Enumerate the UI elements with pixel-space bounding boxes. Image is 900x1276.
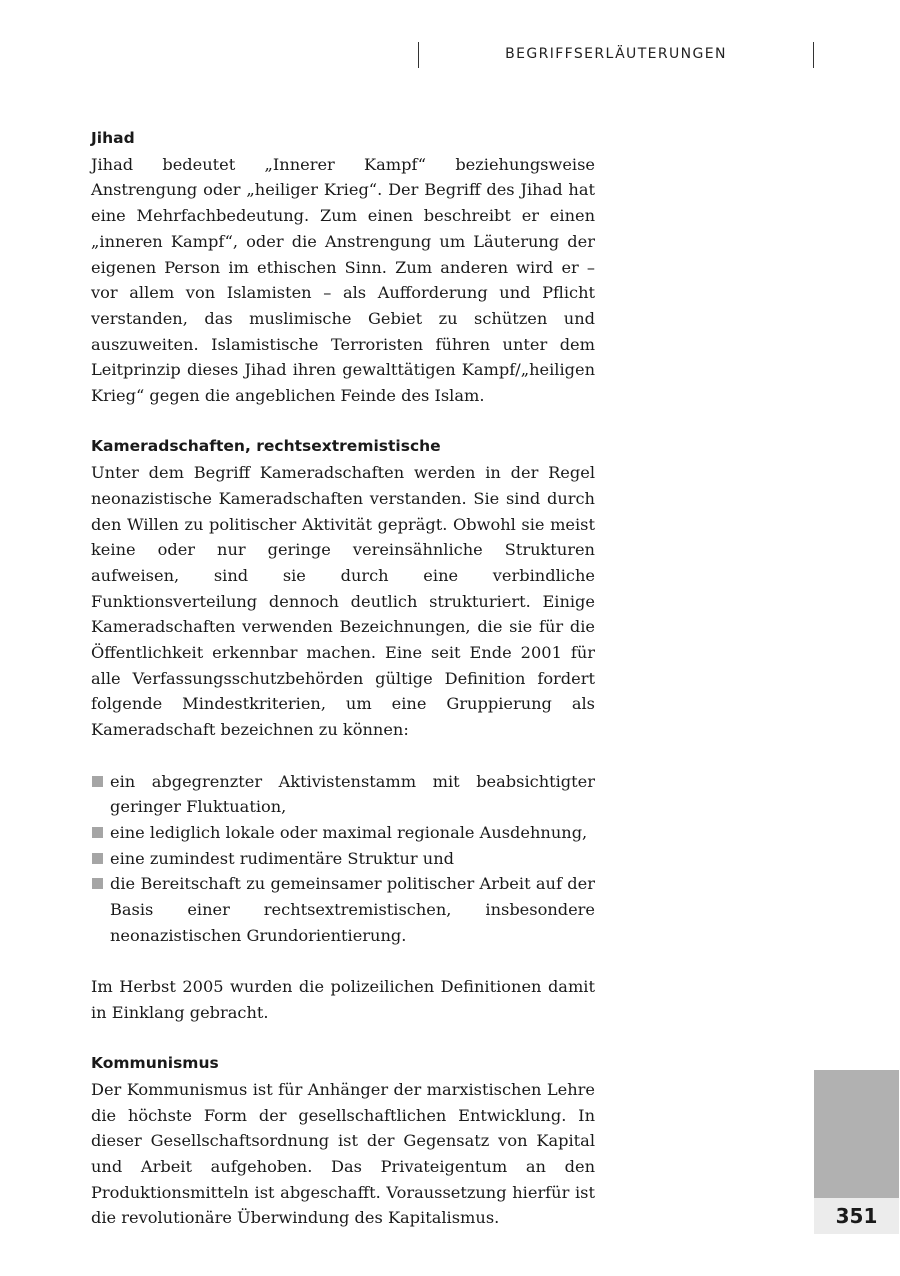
definition-kameradschaften: Unter dem Begriff Kameradschaften werden in der Regel neonazistische Kameradschaften verstanden. Sie sind durch den Willen zu politischer Aktivität geprägt. Obwohl sie meist keine oder nur geringe vereinsähnliche Strukturen aufweisen, sind sie durch eine verbindliche Funktionsverteilung dennoch deutlich strukturiert. Einige Kameradschaften verwenden Bezeichnungen, die sie für die Öffentlichkeit erkennbar machen. Eine seit Ende 2001 für alle Verfassungsschutzbehörden gültige Definition fordert folgende Mindestkriterien, um eine Gruppierung als Kameradschaft bezeichnen zu können: (91, 463, 595, 740)
square-bullet-icon (92, 776, 103, 787)
running-head: BEGRIFFSERLÄUTERUNGEN (505, 46, 727, 62)
criteria-item-text: eine zumindest rudimentäre Struktur und (110, 848, 454, 868)
page-number: 351 (835, 1204, 878, 1228)
definition-jihad: Jihad bedeutet „Innerer Kampf“ beziehungsweise Anstrengung oder „heiliger Krieg“. Der Begriff des Jihad hat eine Mehrfachbedeutung. Zum einen beschreibt er einen „inneren Kampf“, oder die Anstrengung um Läuterung der eigenen Person im ethischen Sinn. Zum anderen wird er – vor allem von Islamisten – als Aufforderung und Pflicht verstanden, das muslimische Gebiet zu schützen und auszuweiten. Islamistische Terroristen führen unter dem Leitprinzip dieses Jihad ihren gewalttätigen Kampf/„heiligen Krieg“ gegen die angeblichen Feinde des Islam. (91, 154, 595, 406)
header-rule-right (813, 42, 814, 68)
term-heading-kameradschaften: Kameradschaften, rechtsextremistische (91, 437, 441, 456)
definition-kommunismus: Der Kommunismus ist für Anhänger der marxistischen Lehre die höchste Form der gesellschaftlichen Entwicklung. In dieser Gesellschaftsordnung ist der Gegensatz von Kapital und Arbeit aufgehoben. Das Privateigentum an den Produktionsmitteln ist abgeschafft. Voraussetzung hierfür ist die revolutionäre Überwindung des Kapitalismus. (91, 1079, 595, 1228)
criteria-item (91, 820, 595, 846)
criteria-item (91, 769, 595, 820)
term-heading-jihad: Jihad (91, 129, 135, 147)
paragraph-gap (91, 409, 595, 435)
glossary-content (91, 126, 595, 1231)
paragraph-gap (91, 1026, 595, 1052)
criteria-list (91, 769, 595, 949)
criteria-item-text: eine lediglich lokale oder maximal regionale Ausdehnung, (110, 822, 588, 842)
term-heading-kommunismus: Kommunismus (91, 1054, 219, 1073)
closing-note-kameradschaften: Im Herbst 2005 wurden die polizeilichen Definitionen damit in Einklang gebracht. (91, 977, 595, 1022)
criteria-item-text: ein abgegrenzter Aktivistenstamm mit beabsichtigter geringer Fluktuation, (110, 771, 595, 817)
square-bullet-icon (92, 827, 103, 838)
thumb-index-tab (814, 1070, 899, 1198)
page-number-box (814, 1198, 899, 1234)
criteria-item (91, 846, 595, 872)
paragraph-gap (91, 948, 595, 974)
square-bullet-icon (92, 878, 103, 889)
square-bullet-icon (92, 853, 103, 864)
criteria-item-text: die Bereitschaft zu gemeinsamer politischer Arbeit auf der Basis einer rechtsextremistischen, insbesondere neonazistischen Grundorientierung. (110, 874, 595, 945)
paragraph-gap (91, 743, 595, 769)
criteria-item (91, 871, 595, 948)
